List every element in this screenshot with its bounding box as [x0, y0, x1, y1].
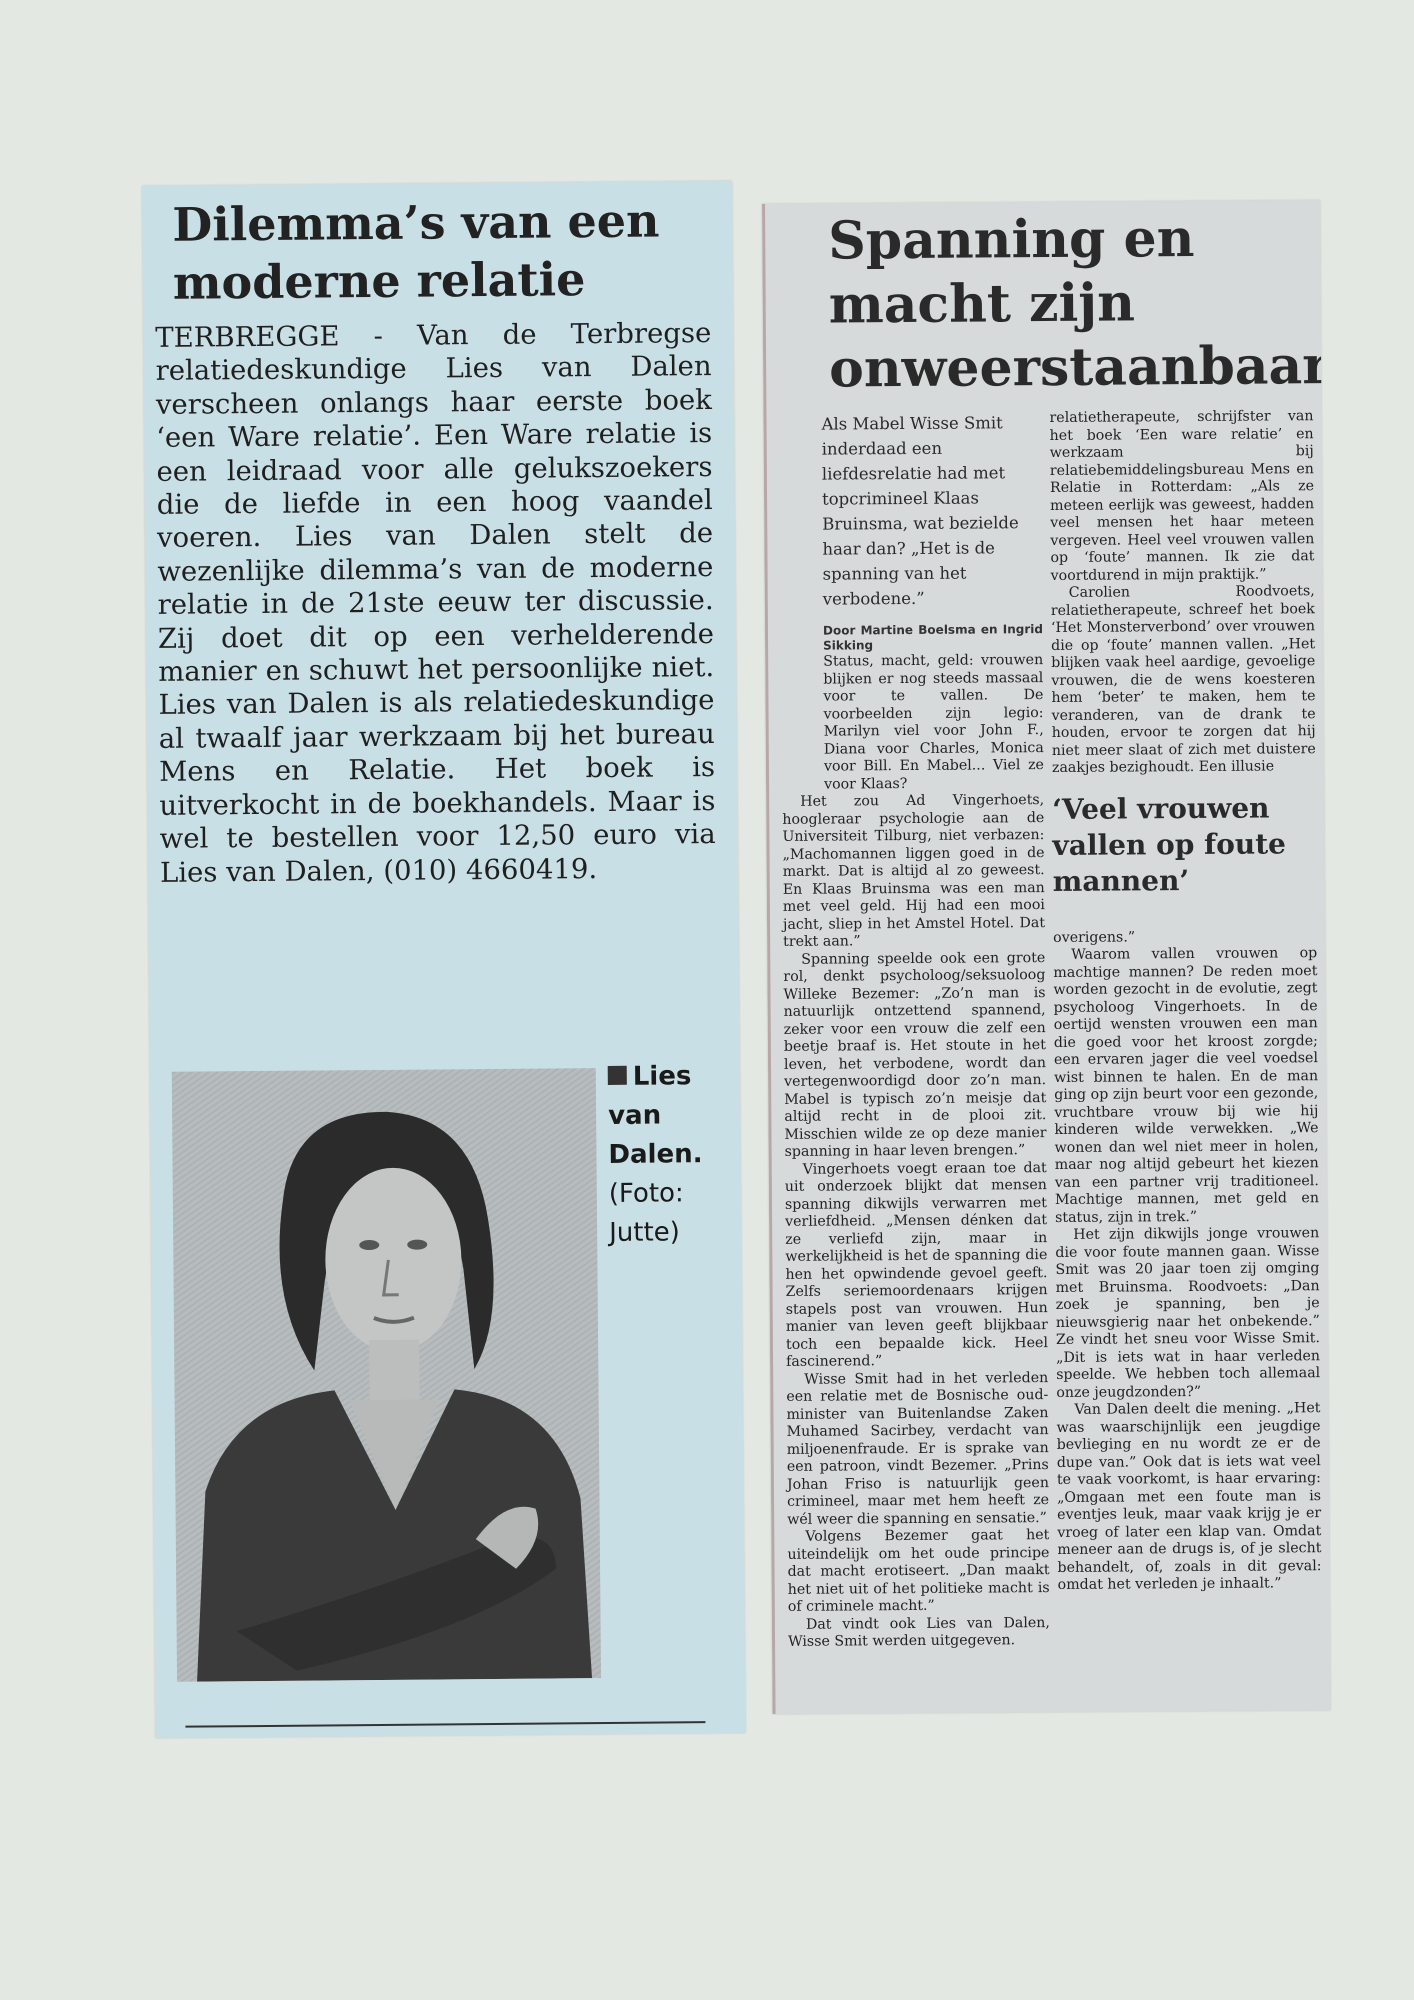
article-intro: Als Mabel Wisse Smit inderdaad een liefdesrelatie had met topcrimineel Klaas Bruinsma, wat bezielde haar dan? „Het is de spanning van het verbodene.”: [821, 413, 1019, 609]
portrait-photo: [172, 1068, 601, 1682]
caption-marker-icon: [608, 1066, 627, 1085]
paragraph: relatietherapeute, schrijfster van het boek ‘Een ware relatie’ en werkzaam bij relatiebemiddelingsbureau Mens en Relatie in Rotterdam: „Als ze meteen eerlijk was geweest, hadden veel mensen het haar meteen vergeven. Heel veel vrouwen vallen op ‘foute’ mannen. Ik zie dat voortdurend in mijn praktijk.”: [1049, 408, 1315, 584]
article-headline: Dilemma’s van een moderne relatie: [172, 193, 660, 310]
caption-credit: (Foto: Jutte): [608, 1178, 684, 1248]
article-column-2: [1049, 408, 1321, 1594]
paragraph: Het zijn dikwijls jonge vrouwen die voor foute mannen gaan. Wisse Smit was 20 jaar toen zij omging met Bruinsma. Roodvoets: „Dan zoek je spanning, ben je nieuwsgierig naar het onbekende.” Ze vindt het sneu voor Wisse Smit. „Dit is iets wat in haar verleden speelde. We hebben toch allemaal onze jeugdzonden?”: [1055, 1225, 1321, 1401]
photo-caption: [608, 1057, 730, 1253]
paragraph: Waarom vallen vrouwen op machtige mannen? De reden moet worden gezocht in de evolutie, zegt psycholoog Vingerhoets. In de oertijd wensten vrouwen een man die goed voor het kroost zorgde; een ervaren jager die veel voedsel wist binnen te halen. En de man ging op zijn beurt voor een gezonde, vruchtbare vrouw bij wie hij kinderen wilde verwekken. „We wonen dan wel niet meer in holen, maar nog altijd gebeurt het kiezen van een partner vrij traditioneel. Machtige mannen, met geld en status, zijn in trek.”: [1053, 945, 1320, 1226]
paragraph: Carolien Roodvoets, relatietherapeute, schreef het boek ‘Het Monsterverbond’ over vrouwen die op ‘foute’ mannen vallen. „Het blijken vaak heel aardige, gevoelige vrouwen, die de wens koesteren hem ‘beter’ te maken, hem te veranderen, van de drank te houden, ervoor te zorgen dat hij niet meer slaat of zich met duistere zaakjes bezighoudt. Een illusie: [1050, 583, 1316, 776]
article-byline: Door Martine Boelsma en Ingrid Sikking: [822, 622, 1044, 653]
article-clipping-left: [142, 181, 746, 1738]
paragraph: overigens.”: [1053, 928, 1136, 946]
paragraph: Van Dalen deelt die mening. „Het was waarschijnlijk een jeugdige bevlieging en nu wordt ze er de dupe van.” Ook dat is iets wat veel te vaak voorkomt, is haar ervaring: „Omgaan met een foute man is eventjes leuk, maar vaak krijg je er vroeg of later een klap van. Omdat meneer aan de drugs is, of je slecht behandelt, of, zoals in dit geval: omdat het verleden je inhaalt.”: [1056, 1400, 1322, 1593]
article-column-1: [779, 410, 1050, 1651]
paragraph: Spanning speelde ook een grote rol, denkt psycholoog/seksuoloog Willeke Bezemer: „Zo’n man is natuurlijk ontzettend spannend, zeker voor een vrouw die zelf een beetje braaf is. Het stoute in het leven, het verbodene, wordt dan vertegenwoordigd door zo’n man. Mabel is typisch zo’n meisje dat altijd recht in de plooi zit. Misschien wilde ze op deze manier spanning in haar leven brengen.”: [783, 949, 1047, 1160]
clipping-edge: [762, 204, 776, 1714]
bottom-rule: [185, 1721, 705, 1728]
paragraph: Het zou Ad Vingerhoets, hoogleraar psychologie aan de Universiteit Tilburg, niet verbazen: „Machomannen liggen goed in de markt. Dat is altijd al zo geweest. En Klaas Bruinsma was een man met veel geld. Hij had een mooi jacht, sliep in het Amstel Hotel. Dat trekt aan.”: [782, 792, 1046, 950]
article-body: TERBREGGE - Van de Terbregse relatiedeskundige Lies van Dalen verscheen onlangs haar eerste boek ‘een Ware relatie’. Een Ware relatie is een leidraad voor alle gelukszoekers die de liefde in een hoog vaandel voeren. Lies van Dalen stelt de wezenlijke dilemma’s van de moderne relatie in de 21ste eeuw ter discussie. Zij doet dit op een verhelderende manier en schuwt het persoonlijke niet. Lies van Dalen is als relatiedeskundige al twaalf jaar werkzaam bij het bureau Mens en Relatie. Het boek is uitverkocht in de boekhandels. Maar is wel te bestellen voor 12,50 euro via Lies van Dalen, (010) 4660419.: [155, 317, 716, 889]
portrait-illustration: [172, 1068, 601, 1682]
article-clipping-right: [762, 200, 1331, 1714]
pull-quote: ‘Veel vrouwen vallen op foute mannen’: [1052, 790, 1287, 898]
article-headline-right: Spanning en macht zijn onweerstaanbaar: [828, 207, 1330, 400]
caption-name: Lies van Dalen.: [608, 1061, 703, 1170]
paragraph: Status, macht, geld: vrouwen blijken er nog steeds massaal voor te vallen. De voorbeelden zijn legio: Marilyn viel voor John F., Diana voor Charles, Monica voor Bill. En Mabel... Viel ze voor Klaas?: [823, 652, 1044, 793]
paragraph: Wisse Smit had in het verleden een relatie met de Bosnische oud-minister van Buitenlandse Zaken Muhamed Sacirbey, verdacht van miljoenenfraude. Er is sprake van een patroon, vindt Bezemer. „Prins Johan Friso is natuurlijk geen crimineel, maar met hem heeft ze wél weer die spanning en sensatie.”: [786, 1369, 1050, 1528]
paragraph: Vingerhoets voegt eraan toe dat uit onderzoek blijkt dat mensen spanning dikwijls verwarren met verliefdheid. „Mensen dénken dat ze verliefd zijn, maar in werkelijkheid is het de spanning die hen het opwindende gevoel geeft. Zelfs seriemoordenaars krijgen stapels post van vrouwen. Hun manier van leven geeft blijkbaar toch een bepaalde kick. Heel fascinerend.”: [784, 1159, 1049, 1370]
paragraph: Dat vindt ook Lies van Dalen, Wisse Smit werden uitgegeven.: [787, 1614, 1050, 1650]
paragraph: Volgens Bezemer gaat het uiteindelijk om het oude principe dat macht erotiseert. „Dan maakt het niet uit of het politieke macht is of criminele macht.”: [787, 1527, 1050, 1615]
